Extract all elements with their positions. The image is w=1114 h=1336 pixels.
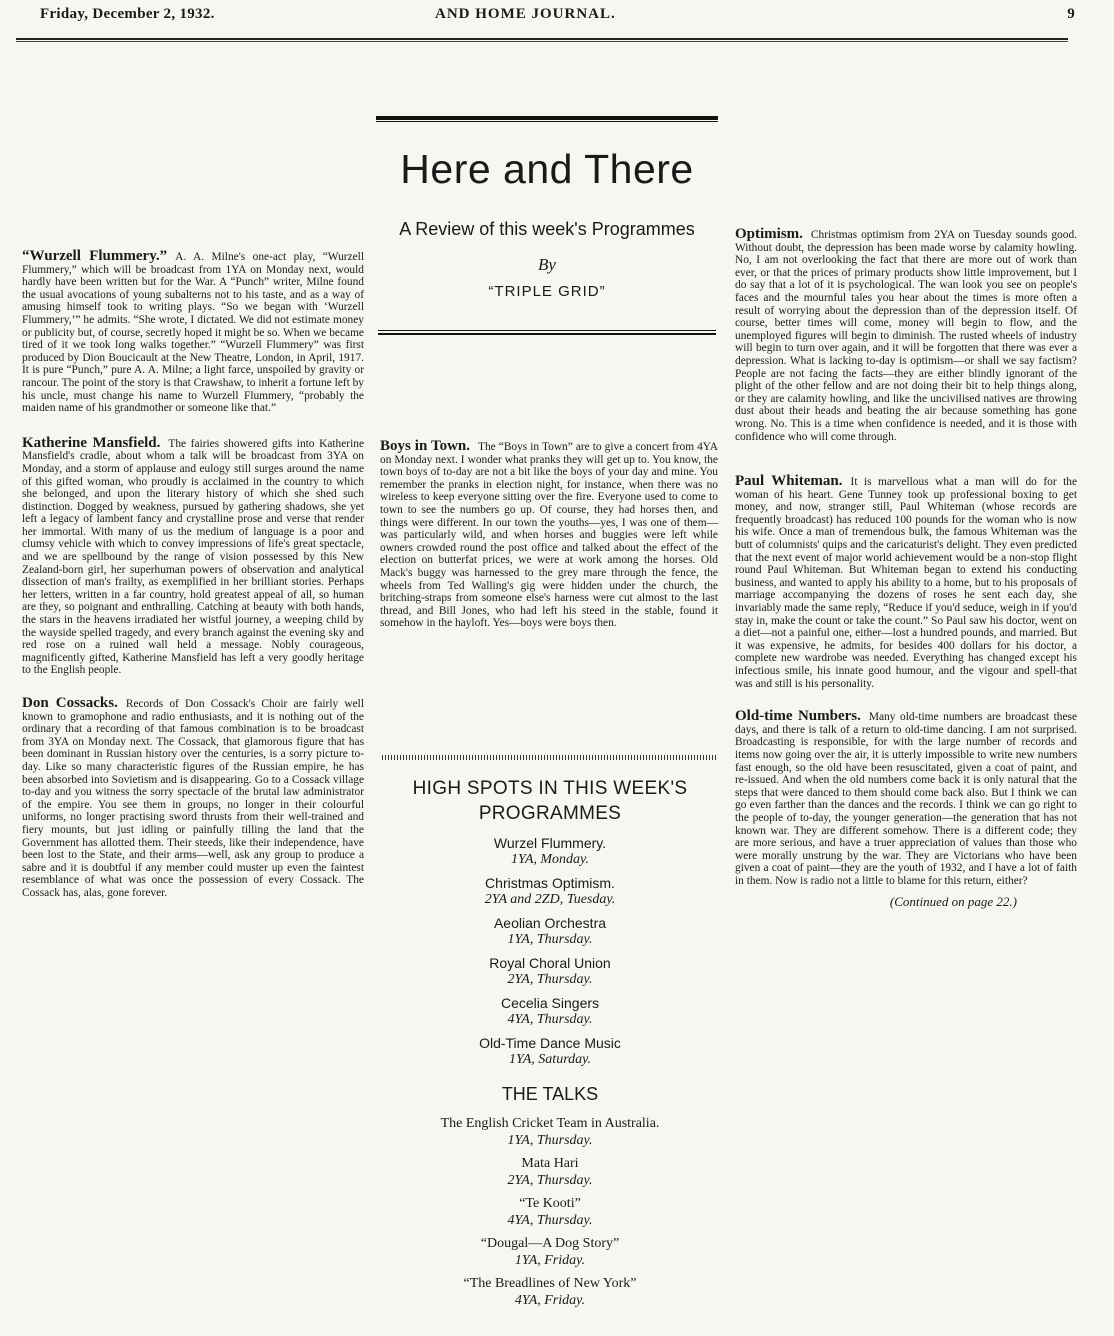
talk-name: The English Cricket Team in Australia. [440, 1116, 660, 1131]
article-body: The “Boys in Town” are to give a concert from 4YA on Monday next. I wonder what pranks they will get up to. You know, the town boys of to-day are not a bit like the boys of your day and mine. You remember the pranks in election night, for instance, when there was no wireless to keep everyone sitting over the fire. Everyone used to come to town to see the numbers go up. Of course, they had horses then, and things were different. In our town the youths—yes, I was one of them—was particularly wild, and when horses and buggies were left while owners crowded round the post office and talked about the effect of the election on butterfat prices, we were at work among the horses. Old Mack's buggy was harnessed to the grey mare through the fence, the wheels from Ted Walling's gig were hidden under the church, the britching-straps from someone else's harness were cut almost to the last thread, and Bill Jones, who had left his steed in the stable, found it somehow in the hayloft. Yes—boys were boys then. [380, 441, 719, 630]
highlight-schedule: 1YA, Thursday. [507, 932, 593, 947]
byline-by: By [538, 255, 556, 274]
highlight-name: Cecelia Singers [500, 995, 600, 1011]
column-center [380, 440, 718, 644]
article-heading: Optimism. [735, 226, 803, 242]
article-body: A. A. Milne's one-act play, “Wurzell Flummery,” which will be broadcast from 1YA on Monday next, would hardly have been written but for the War. A “Punch” writer, Milne found the usual avocations of young subalterns not to his taste, and as a way of amusing himself took to writing plays. “So we began with ‘Wurzell Flummery,’” he admits. “She wrote, I dictated. We did not estimate money or publicity but, of course, secretly hoped it might be so. When we became tired of it we took long walks together.” “Wurzell Flummery” was first produced by Dion Boucicault at the New Theatre, London, in April, 1917. It is pure “Punch,” pure A. A. Milne; a light farce, unspoiled by gravity or rancour. The point of the story is that Crawshaw, to inherit a fortune left by his uncle, must change his name to Wurzell Flummery, “probably the maiden name of his grandmother or someone like that.” [22, 251, 365, 415]
article-body: It is marvellous what a man will do for the woman of his heart. Gene Tunney took up professional boxing to get money, and now, stranger still, Paul Whiteman (whose records are frequently broadcast) has reduced 100 pounds for the woman who is now his wife. Once a man of tremendous bulk, the famous Whiteman was the butt of columnists' quips and the caricaturist's delight. They even predicted that the next event of major world achievement would be a non-stop flight round Paul Whiteman. But Whiteman began to extend his conducting business, and wanted to apply his ability to a home, but to his proposals of marriage accompanying the dozens of roses he sent each day, she invariably made the same reply, “Reduce if you'd seduce, weigh in if you'd stay in, make the count or take the count.” So Paul saw his doctor, went on a diet—not a painful one, either—lost a hundred pounds, and married. But it was expensive, he admits, for besides 400 dollars for his doctor, a complete new wardrobe was needed. Everything has changed except his infectious smile, his innate good humour, and the vigour and spell-that was and still is his personality. [735, 476, 1077, 690]
talk-name: “Te Kooti” [519, 1196, 581, 1211]
talk-item [378, 1275, 722, 1309]
highlight-item [378, 874, 722, 908]
talk-schedule: 4YA, Friday. [514, 1293, 586, 1308]
talk-item [378, 1115, 722, 1149]
highlights-list [378, 834, 722, 1068]
article-heading: Boys in Town. [380, 438, 471, 454]
journal-name: AND HOME JOURNAL. [435, 6, 616, 22]
highlights-title: HIGH SPOTS IN THIS WEEK'S PROGRAMMES [412, 778, 688, 824]
highlight-name: Wurzel Flummery. [493, 835, 607, 851]
header-top-rule [376, 116, 718, 122]
highlight-schedule: 1YA, Monday. [511, 852, 589, 867]
byline-author: “TRIPLE GRID” [488, 283, 606, 300]
article-boys [380, 440, 718, 630]
issue-date: Friday, December 2, 1932. [40, 6, 215, 22]
article-heading: Katherine Mansfield. [22, 434, 161, 451]
talk-item [378, 1235, 722, 1269]
article-mansfield [22, 434, 364, 677]
highlights-box [378, 776, 722, 1315]
talks-title: THE TALKS [501, 1084, 599, 1104]
talk-name: “Dougal—A Dog Story” [480, 1236, 620, 1251]
article-heading: Don Cossacks. [22, 695, 118, 711]
highlight-schedule: 4YA, Thursday. [507, 1012, 593, 1027]
highlight-schedule: 2YA and 2ZD, Tuesday. [484, 892, 616, 907]
article-body: Records of Don Cossack's Choir are fairly well known to gramophone and radio enthusiasts, and it is nothing out of the ordinary that a recording of that famous combination is to be broadcast from 3YA on Monday next. The Cossack, that glamorous figure that has been dominant in Russian history over the centuries, is a sorry picture to-day. Like so many characteristic figures of the Russian empire, he has been absorbed into Sovietism and is disappearing. Go to a Cossack village to-day and you witness the sorry spectacle of the brutal law administrator of the empire. You see them in groups, no longer in their colourful uniforms, no longer practising sword thrusts from their well-trained and fiery mounts, but just idling or painfully tilling the land that the Government has allotted them. Their steeds, like their independence, have been lost to the State, and their arms—well, ask any group to produce a sabre and it is doubtful if any member could muster up even the faintest resemblance of what was once the possession of every Cossack. The Cossack has, alas, gone forever. [22, 698, 364, 899]
article-heading: Paul Whiteman. [735, 473, 843, 490]
highlight-name: Old-Time Dance Music [479, 1035, 621, 1051]
talk-schedule: 4YA, Thursday. [507, 1213, 593, 1228]
continued-note: (Continued on page 22.) [889, 893, 1017, 909]
article-cossacks [22, 697, 364, 900]
highlight-item [378, 994, 722, 1028]
article-oldtime [735, 710, 1077, 908]
highlight-item [378, 954, 722, 988]
article-heading: “Wurzell Flummery.” [22, 248, 168, 264]
page-number: 9 [1067, 6, 1075, 22]
article-optimism [735, 228, 1077, 443]
article-whiteman [735, 475, 1077, 690]
byline-rule [378, 330, 716, 335]
talk-item [378, 1195, 722, 1229]
talk-item [378, 1155, 722, 1189]
section-divider [382, 755, 718, 760]
highlight-name: Royal Choral Union [489, 955, 611, 971]
feature-subtitle: A Review of this week's Programmes [399, 219, 695, 239]
article-heading: Old-time Numbers. [735, 708, 861, 725]
talk-name: “The Breadlines of New York” [463, 1276, 637, 1291]
highlight-item [378, 914, 722, 948]
talks-list [378, 1115, 722, 1309]
highlight-item [378, 834, 722, 868]
talk-schedule: 2YA, Thursday. [507, 1173, 593, 1188]
talk-name: Mata Hari [521, 1156, 579, 1171]
talk-schedule: 1YA, Thursday. [507, 1133, 593, 1148]
highlight-name: Christmas Optimism. [485, 875, 615, 891]
feature-header [372, 116, 722, 335]
article-body: The fairies showered gifts into Katherine Mansfield's cradle, about whom a talk will be broadcast from 3YA on Monday, and a storm of applause and eulogy still surges around the name of this gifted woman, who proudly is acclaimed in the country to which she belonged, and upon the literary history of which she shed such distinction. Dogged by weakness, pursued by gathering shadows, she yet left a legacy of lambent fancy and crystalline prose and verse that render her immortal. With many of us the medium of language is a poor and clumsy vehicle with which to convey impressions of life's great spectacle, and we are spellbound by the range of vision possessed by this New Zealand-born girl, her superhuman powers of observation and analytical dissection of man's frailty, as exemplified in her brilliant stories. Perhaps her letters, written in a far country, hold greatest appeal of all, so human are they, so poignant and enthralling. Catching at beauty with both hands, the stars in the heavens irradiated her wistful journey, a weeping child by the wayside spelled tragedy, and every branch against the evening sky and red rose on a ruined wall held a message. Nobly courageous, magnificently gifted, Katherine Mansfield has left a very goodly heritage to the English people. [22, 437, 364, 677]
feature-title: Here and There [400, 146, 694, 192]
highlight-item [378, 1034, 722, 1068]
article-body: Christmas optimism from 2YA on Tuesday sounds good. Without doubt, the depression has been made worse by calamity howling. No, I am not overlooking the fact that there are more out of work than ever, or that the prices of primary products show little improvement, but I do say that a lot of it is psychological. The wan look you see on people's faces and the mournful tales you hear about the times is more often a result of worrying about the depression than of the depression itself. Of course, better times will come, money will begin to flow, and the unemployed figures will begin to diminish. The rusted wheels of industry will begin to turn over again, and it will be forgotten that there was ever a depression. What is lacking to-day is optimism—or shall we say factism? People are not facing the facts—they are either blindly ignorant of the plight of the other fellow and are not doing their bit to help things along, or they are calamity howling, and like the uncivilised natives are throwing dust about their heads and beating the air because something has gone wrong. No. This is a time when confidence is needed, and it is those with confidence who will come through. [735, 229, 1077, 443]
masthead-rule [16, 38, 1068, 42]
article-body: Many old-time numbers are broadcast these days, and there is talk of a return to old-time dancing. I am not surprised. Broadcasting is responsible, for with the large number of records and items now going over the air, it is utterly impossible to write new numbers fast enough, so the old have been resuscitated, given a coat of paint, and re-issued. And when the old numbers come back it is only natural that the steps that were danced to them should come back also. But I think we can go even farther than the dances and the records. I think we can go right to the people of to-day, the younger generation—the generation that has not known war. They are different somehow. There is a different code; they are more serious, and have a truer appreciation of values than those who were morally unstrung by the war. They are Victorians who have been given a coat of paint—they are the youth of 1932, and I have a lot of faith in them. Now is radio not a little to blame for this return, either? [735, 711, 1078, 887]
column-right [735, 228, 1077, 922]
article-wurzell [22, 250, 364, 415]
talk-schedule: 1YA, Friday. [514, 1253, 586, 1268]
highlight-schedule: 2YA, Thursday. [507, 972, 593, 987]
highlight-name: Aeolian Orchestra [493, 915, 607, 931]
masthead [40, 6, 1075, 30]
column-left [22, 250, 364, 914]
highlight-schedule: 1YA, Saturday. [508, 1052, 592, 1067]
